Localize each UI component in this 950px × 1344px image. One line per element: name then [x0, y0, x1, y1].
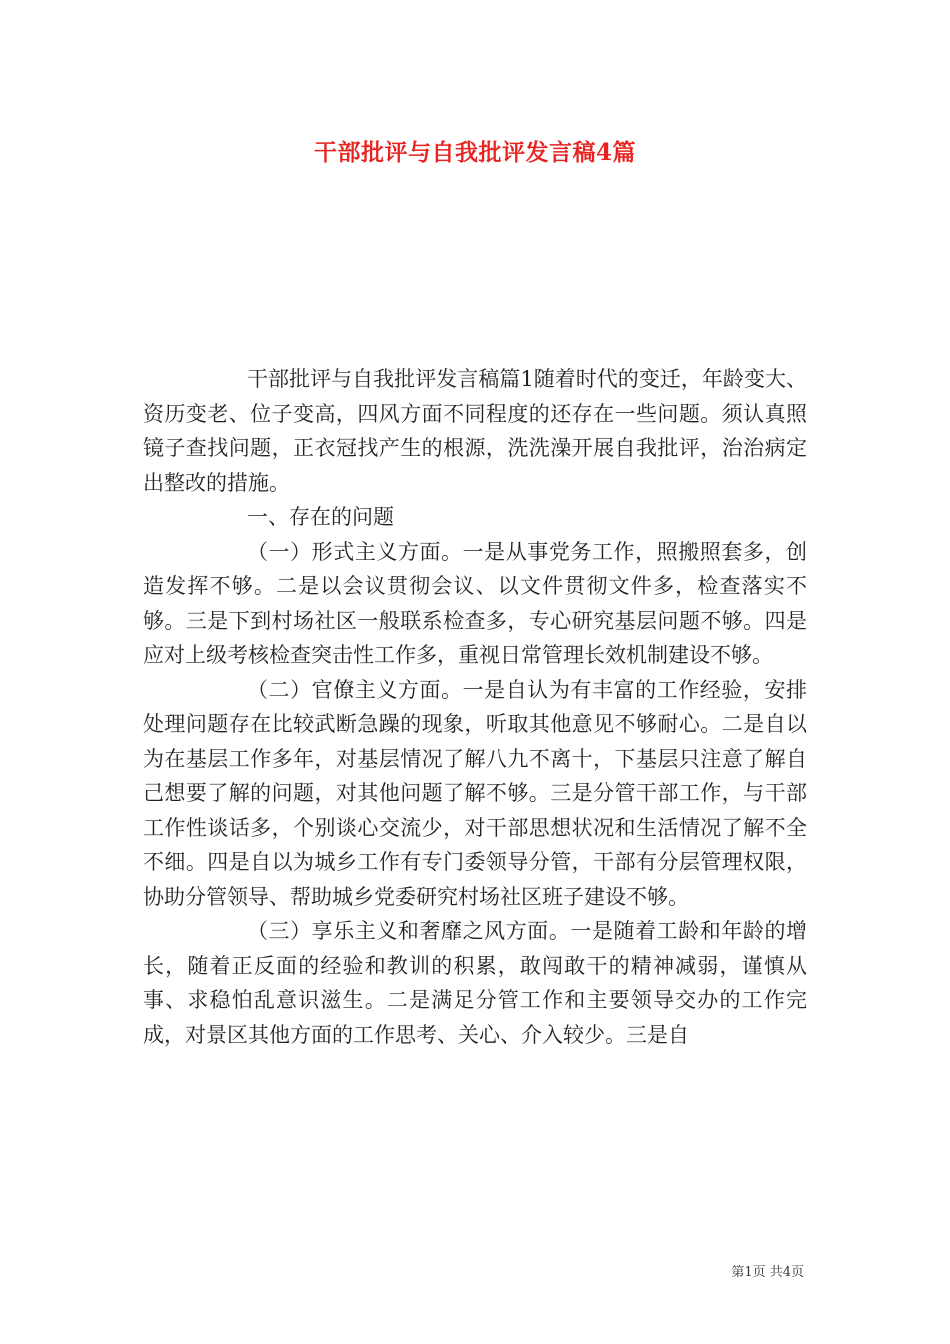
intro-paragraph: 干部批评与自我批评发言稿篇1随着时代的变迁，年龄变大、资历变老、位子变高，四风方面不同程度的还存在一些问题。须认真照镜子查找问题，正衣冠找产生的根源，洗洗澡开展自我批评，治治病定出整改的措施。: [143, 367, 807, 495]
paragraph-hedonism: （三）享乐主义和奢靡之风方面。一是随着工龄和年龄的增长，随着正反面的经验和教训的积累，敢闯敢干的精神减弱，谨慎从事、求稳怕乱意识滋生。二是满足分管工作和主要领导交办的工作完成，对景区其他方面的工作思考、关心、介入较少。三是自: [143, 919, 807, 1047]
page-number: 第1页 共4页: [731, 1265, 804, 1280]
document-body: [143, 362, 807, 1052]
section-heading-problems: 一、存在的问题: [247, 505, 394, 529]
paragraph-bureaucratism: （二）官僚主义方面。一是自认为有丰富的工作经验，安排处理问题存在比较武断急躁的现象，听取其他意见不够耐心。二是自以为在基层工作多年，对基层情况了解八九不离十，下基层只注意了解自己想要了解的问题，对其他问题了解不够。三是分管干部工作，与干部工作性谈话多，个别谈心交流少，对干部思想状况和生活情况了解不全不细。四是自以为城乡工作有专门委领导分管，干部有分层管理权限，协助分管领导、帮助城乡党委研究村场社区班子建设不够。: [143, 677, 807, 909]
document-title: 干部批评与自我批评发言稿4篇: [313, 139, 636, 166]
paragraph-formalism: （一）形式主义方面。一是从事党务工作，照搬照套多，创造发挥不够。二是以会议贯彻会议、以文件贯彻文件多，检查落实不够。三是下到村场社区一般联系检查多，专心研究基层问题不够。四是应对上级考核检查突击性工作多，重视日常管理长效机制建设不够。: [143, 539, 807, 667]
